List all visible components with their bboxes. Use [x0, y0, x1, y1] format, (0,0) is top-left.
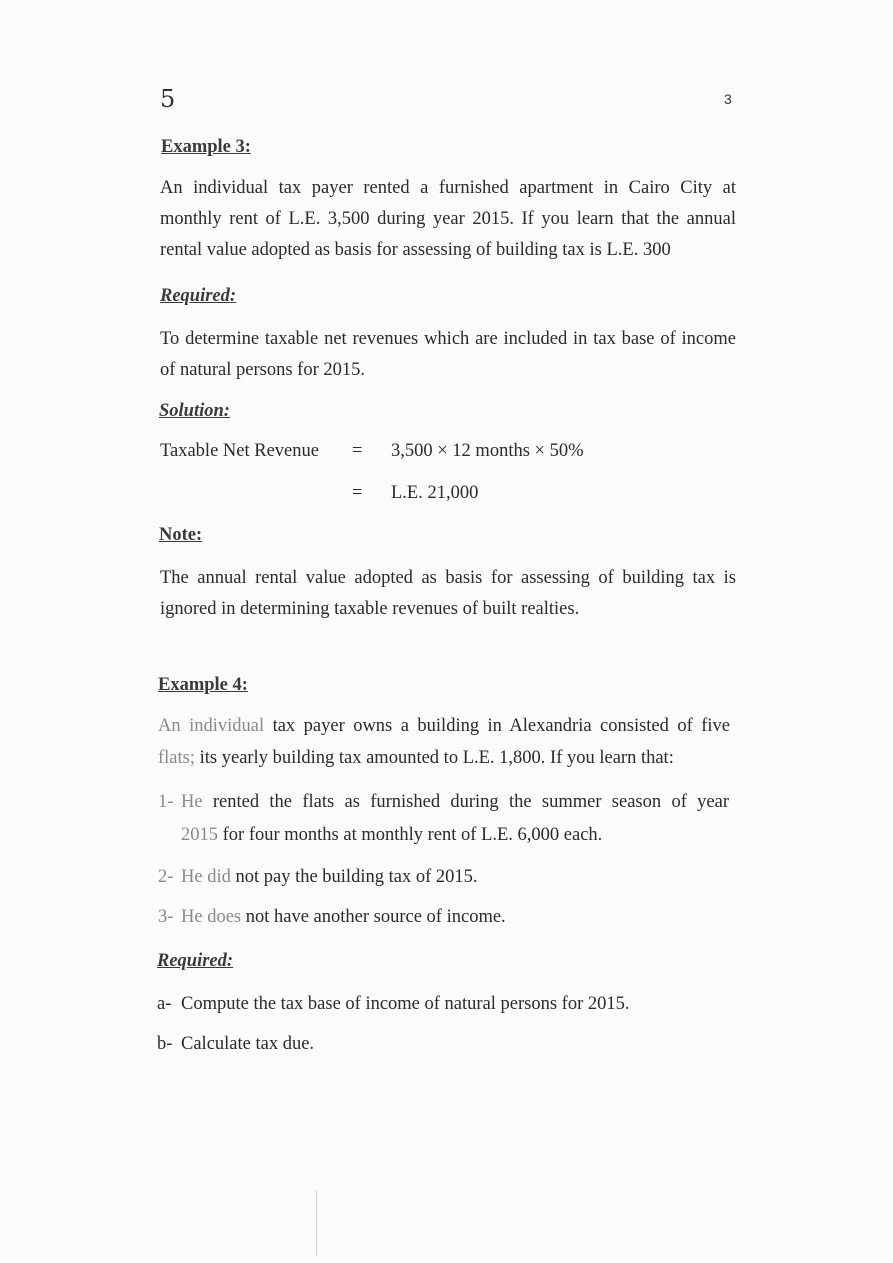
example-4-heading: Example 4: [158, 675, 248, 695]
example-4-intro-line2-faint: flats; [158, 748, 195, 768]
note-heading: Note: [159, 525, 203, 545]
required-b-number: b- [157, 1034, 173, 1054]
example-3-heading: Example 3: [161, 137, 251, 157]
example-4-intro-rest: tax payer owns a building in Alexandria consisted of five [264, 716, 730, 736]
required-a-text: Compute the tax base of income of natural persons for 2015. [181, 994, 630, 1014]
item-1-number: 1- [158, 792, 174, 812]
item-3-text: not have another source of income. [241, 907, 506, 927]
required-a-number: a- [157, 994, 172, 1014]
required-b-text: Calculate tax due. [181, 1034, 315, 1054]
example-4-intro-line-1 [158, 716, 730, 737]
solution-heading: Solution: [159, 401, 230, 421]
example-4-required-heading: Required: [157, 951, 234, 971]
solution-expression-2: L.E. 21,000 [391, 483, 479, 503]
item-1-line-2 [181, 825, 602, 846]
item-1-line2-faint: 2015 [181, 825, 218, 845]
note-text: The annual rental value adopted as basis for assessing of building tax is ignored in determining taxable revenues of built realties. [160, 568, 736, 619]
solution-equals-2: = [352, 483, 363, 503]
example-3-required-heading: Required: [160, 286, 237, 306]
example-4-intro-line-2 [158, 748, 674, 769]
item-2 [181, 867, 477, 888]
scan-mark [316, 1190, 317, 1256]
solution-expression-1: 3,500 × 12 months × 50% [391, 441, 584, 461]
solution-equals-1: = [352, 441, 363, 461]
item-2-text: not pay the building tax of 2015. [230, 867, 478, 887]
item-3 [181, 907, 506, 928]
item-3-faint: He does [181, 907, 242, 927]
example-3-required-text: To determine taxable net revenues which are included in tax base of income of natural persons for 2015. [160, 329, 736, 380]
item-2-number: 2- [158, 867, 174, 887]
example-4-intro-line2-rest: its yearly building tax amounted to L.E. 1,800. If you learn that: [195, 748, 674, 768]
page-number: 3 [724, 91, 732, 107]
item-2-faint: He did [181, 867, 231, 887]
example-4-intro-faint: An individual [158, 716, 265, 736]
item-3-number: 3- [158, 907, 174, 927]
handwritten-page-number: 5 [160, 85, 176, 113]
item-1-line-1 [181, 792, 729, 813]
example-3-text: An individual tax payer rented a furnished apartment in Cairo City at monthly rent of L.E. 3,500 during year 2015. If you learn that the annual rental value adopted as basis for assessing of building tax is L.E. 300 [160, 178, 736, 260]
item-1-line2-text: for four months at monthly rent of L.E. 6,000 each. [218, 825, 603, 845]
solution-label: Taxable Net Revenue [160, 441, 319, 461]
item-1-text: rented the flats as furnished during the summer season of year [202, 792, 729, 812]
item-1-faint: He [181, 792, 203, 812]
